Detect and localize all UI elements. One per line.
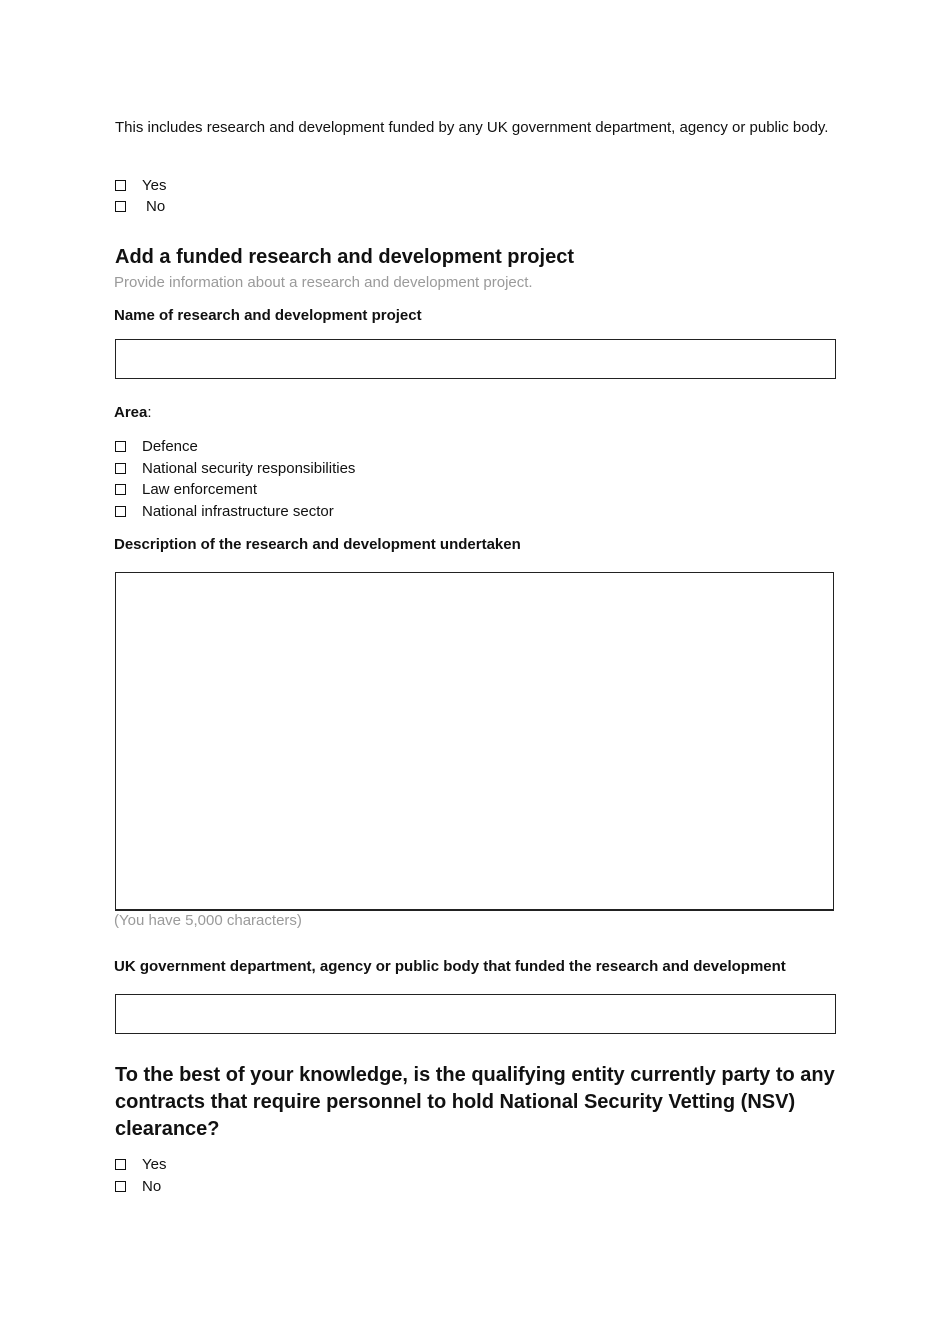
checkbox-icon[interactable] — [115, 484, 126, 495]
funder-input[interactable] — [115, 994, 836, 1034]
option-label: Yes — [142, 176, 167, 194]
area-label — [114, 404, 152, 421]
nsv-option-yes[interactable] — [115, 1155, 166, 1173]
funder-label: UK government department, agency or public body that funded the research and development — [114, 958, 786, 975]
checkbox-icon[interactable] — [115, 441, 126, 452]
area-label-text: Area — [114, 404, 148, 421]
add-project-hint: Provide information about a research and development project. — [114, 274, 533, 291]
description-label: Description of the research and development undertaken — [114, 536, 521, 553]
checkbox-icon[interactable] — [115, 180, 126, 191]
nsv-question-heading: To the best of your knowledge, is the qualifying entity currently party to any contracts that require personnel to hold National Security Vetting (NSV) clearance? — [115, 1064, 835, 1140]
checkbox-icon[interactable] — [115, 201, 126, 212]
add-project-heading: Add a funded research and development project — [115, 246, 574, 268]
checkbox-icon[interactable] — [115, 1181, 126, 1192]
nsv-option-no[interactable] — [115, 1177, 161, 1195]
area-label-colon: : — [147, 404, 152, 421]
funded-rd-option-no[interactable] — [115, 197, 165, 215]
area-option-national-security[interactable] — [115, 459, 355, 477]
funded-rd-intro-text: This includes research and development funded by any UK government department, agency or public body. — [115, 119, 829, 136]
option-label: National infrastructure sector — [142, 502, 334, 520]
project-name-input[interactable] — [115, 339, 836, 379]
option-label: Defence — [142, 437, 198, 455]
area-option-defence[interactable] — [115, 437, 198, 455]
checkbox-icon[interactable] — [115, 463, 126, 474]
area-option-law-enforcement[interactable] — [115, 480, 257, 498]
checkbox-icon[interactable] — [115, 1159, 126, 1170]
checkbox-icon[interactable] — [115, 506, 126, 517]
area-option-national-infrastructure[interactable] — [115, 502, 334, 520]
option-label: Law enforcement — [142, 480, 258, 498]
option-label: Yes — [142, 1155, 167, 1173]
option-label: National security responsibilities — [142, 459, 356, 477]
funded-rd-option-yes[interactable] — [115, 176, 166, 194]
option-label: No — [146, 197, 166, 215]
project-name-label: Name of research and development project — [114, 307, 422, 324]
character-count: (You have 5,000 characters) — [114, 912, 302, 929]
option-label: No — [142, 1177, 162, 1195]
description-textarea[interactable] — [115, 572, 834, 911]
